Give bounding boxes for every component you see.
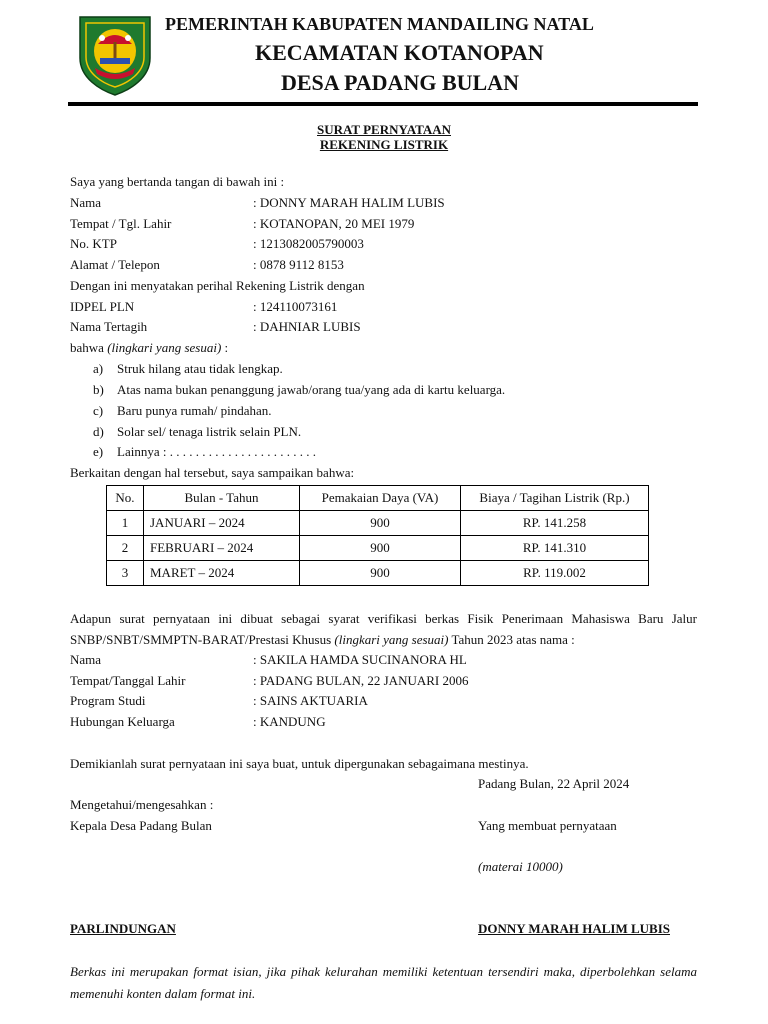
option-text: Solar sel/ tenaga listrik selain PLN. (117, 424, 302, 439)
right-sign-line1: Yang membuat pernyataan (478, 818, 617, 833)
table-cell: 2 (107, 536, 144, 561)
field-label: Tempat/Tanggal Lahir (70, 673, 186, 688)
field-value: : SAKILA HAMDA SUCINANORA HL (253, 652, 467, 667)
purpose-paragraph (70, 608, 697, 650)
table-intro: Berkaitan dengan hal tersebut, saya sampaikan bahwa: (70, 465, 355, 480)
table-cell: RP. 141.310 (461, 536, 649, 561)
footnote: Berkas ini merupakan format isian, jika pihak kelurahan memiliki ketentuan tersendiri maka, diperbolehkan selama memenuhi konten dalam format ini. (70, 964, 697, 1001)
table-cell: RP. 141.258 (461, 511, 649, 536)
field-value: : 1213082005790003 (253, 236, 364, 251)
left-sign-line2: Kepala Desa Padang Bulan (70, 818, 212, 833)
materai-note: (materai 10000) (478, 859, 563, 874)
option-letter: d) (93, 424, 104, 439)
field-label: IDPEL PLN (70, 299, 135, 314)
bahwa-prefix: bahwa (70, 340, 108, 355)
column-header: Pemakaian Daya (VA) (300, 486, 461, 511)
table-cell: 900 (300, 561, 461, 586)
table-row (107, 561, 649, 586)
table-cell: JANUARI – 2024 (144, 511, 300, 536)
table-cell: MARET – 2024 (144, 561, 300, 586)
regency-emblem-logo (78, 14, 152, 96)
purpose-text-2: Tahun 2023 atas nama : (448, 632, 575, 647)
header-village: DESA PADANG BULAN (281, 70, 519, 95)
table-header-row (107, 486, 649, 511)
intro-text: Saya yang bertanda tangan di bawah ini : (70, 174, 285, 189)
left-sign-line1: Mengetahui/mengesahkan : (70, 797, 214, 812)
field-label: Tempat / Tgl. Lahir (70, 216, 172, 231)
table-cell: 900 (300, 536, 461, 561)
table-row (107, 536, 649, 561)
table-cell: 900 (300, 511, 461, 536)
left-signatory-name: PARLINDUNGAN (70, 921, 176, 936)
header-divider (68, 102, 698, 106)
document-title-line2: REKENING LISTRIK (319, 137, 449, 152)
option-letter: a) (93, 361, 104, 376)
column-header: Biaya / Tagihan Listrik (Rp.) (461, 486, 649, 511)
option-letter: b) (93, 382, 104, 397)
closing-statement: Demikianlah surat pernyataan ini saya buat, untuk dipergunakan sebagaimana mestinya. (70, 756, 529, 771)
table-row (107, 511, 649, 536)
field-label: Hubungan Keluarga (70, 714, 175, 729)
field-value: : KANDUNG (253, 714, 326, 729)
bahwa-italic: (lingkari yang sesuai) (107, 340, 222, 355)
table-cell: RP. 119.002 (461, 561, 649, 586)
field-label: Nama Tertagih (70, 319, 148, 334)
field-value: : DONNY MARAH HALIM LUBIS (253, 195, 445, 210)
option-letter: e) (93, 444, 104, 459)
option-text: Atas nama bukan penanggung jawab/orang tua/yang ada di kartu keluarga. (117, 382, 506, 397)
field-value: : DAHNIAR LUBIS (253, 319, 361, 334)
place-date: Padang Bulan, 22 April 2024 (478, 776, 630, 791)
header-government: PEMERINTAH KABUPATEN MANDAILING NATAL (165, 14, 594, 34)
field-label: Alamat / Telepon (70, 257, 160, 272)
header-district: KECAMATAN KOTANOPAN (255, 40, 544, 65)
statement-line: Dengan ini menyatakan perihal Rekening Listrik dengan (70, 278, 365, 293)
field-value: : PADANG BULAN, 22 JANUARI 2006 (253, 673, 469, 688)
document-title-line1: SURAT PERNYATAAN (317, 122, 451, 137)
electricity-bill-table (106, 485, 649, 586)
column-header: No. (107, 486, 144, 511)
table-cell: 1 (107, 511, 144, 536)
column-header: Bulan - Tahun (144, 486, 300, 511)
table-cell: 3 (107, 561, 144, 586)
bahwa-suffix: : (221, 340, 229, 355)
right-signatory-name: DONNY MARAH HALIM LUBIS (478, 921, 670, 936)
field-label: Nama (70, 652, 102, 667)
field-value: : SAINS AKTUARIA (253, 693, 368, 708)
option-text: Baru punya rumah/ pindahan. (117, 403, 272, 418)
field-label: Program Studi (70, 693, 146, 708)
table-cell: FEBRUARI – 2024 (144, 536, 300, 561)
field-value: : KOTANOPAN, 20 MEI 1979 (253, 216, 415, 231)
purpose-text-1: Adapun surat pernyataan ini dibuat sebagai syarat verifikasi berkas Fisik Penerimaan Mahasiswa Baru Jalur SNBP/SNBT/SMMPTN-BARAT/Prestasi Khusus (70, 611, 697, 647)
field-value: : 0878 9112 8153 (253, 257, 344, 272)
option-text: Struk hilang atau tidak lengkap. (117, 361, 283, 376)
field-label: Nama (70, 195, 102, 210)
purpose-italic: (lingkari yang sesuai) (334, 632, 449, 647)
option-letter: c) (93, 403, 104, 418)
bahwa-line (70, 340, 228, 356)
field-label: No. KTP (70, 236, 117, 251)
field-value: : 124110073161 (253, 299, 338, 314)
option-text: Lainnya : . . . . . . . . . . . . . . . . . . . . . . . (117, 444, 316, 459)
